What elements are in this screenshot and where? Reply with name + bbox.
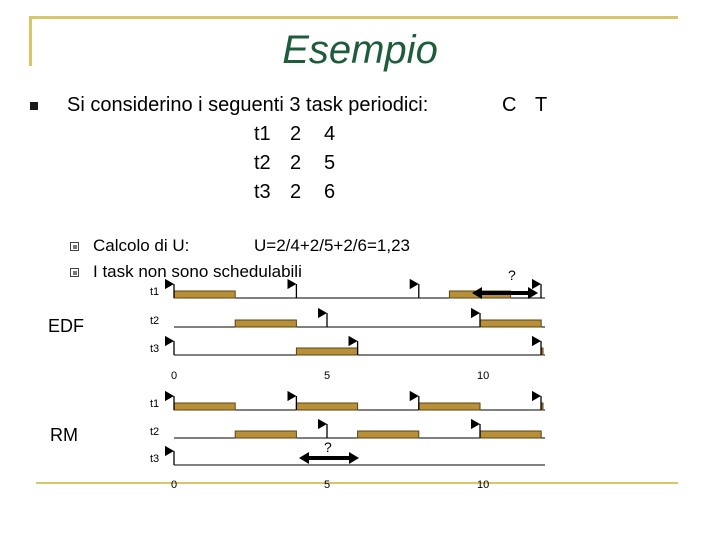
rm-row-label-t3: t3: [150, 453, 160, 465]
rm-job-t1: [296, 403, 357, 410]
task-c: 2: [290, 181, 302, 203]
edf-label: EDF: [48, 316, 84, 336]
edf-job-t1: [174, 291, 235, 298]
edf-row-label-t1: t1: [150, 286, 160, 298]
task-c: 2: [290, 123, 302, 145]
task-name: t3: [254, 181, 271, 203]
edf-tick-label: 0: [171, 370, 178, 382]
rm-row-label-t2: t2: [150, 426, 160, 438]
task-c: 2: [290, 152, 302, 174]
rm-job-t2: [480, 431, 541, 438]
edf-tick-label: 5: [324, 370, 331, 382]
rm-tick-label: 0: [171, 479, 178, 491]
column-header-c: C: [502, 94, 517, 116]
edf-tick-label: 10: [477, 370, 490, 382]
edf-overrun-arrow-right-head: [528, 287, 538, 299]
page-title: Esempio: [282, 28, 438, 72]
rm-overrun-arrow-right-head: [349, 452, 359, 464]
rm-job-t1: [174, 403, 235, 410]
rm-row-label-t1: t1: [150, 398, 160, 410]
edf-question-mark: ?: [508, 267, 516, 283]
column-header-t: T: [535, 94, 548, 116]
edf-row-label-t2: t2: [150, 315, 160, 327]
rm-job-t1: [419, 403, 480, 410]
rm-job-t2: [358, 431, 419, 438]
task-t: 5: [324, 152, 336, 174]
rm-tick-label: 10: [477, 479, 490, 491]
task-t: 6: [324, 181, 336, 203]
edf-job-t3: [296, 348, 357, 355]
rm-job-t2: [235, 431, 296, 438]
intro-text: Si considerino i seguenti 3 task periodici:: [67, 94, 429, 116]
edf-job-t2: [235, 320, 296, 327]
rm-label: RM: [50, 425, 78, 445]
task-name: t2: [254, 152, 271, 174]
bullet-utilization-label: Calcolo di U:: [93, 236, 190, 255]
rm-tick-label: 5: [324, 479, 331, 491]
task-t: 4: [324, 123, 336, 145]
task-name: t1: [254, 123, 271, 145]
rm-overrun-arrow-left-head: [299, 452, 309, 464]
edf-row-label-t3: t3: [150, 343, 160, 355]
bullet-not-schedulable: I task non sono schedulabili: [93, 262, 302, 281]
bullet-utilization-formula: U=2/4+2/5+2/6=1,23: [254, 236, 410, 255]
edf-job-t2: [480, 320, 541, 327]
rm-question-mark: ?: [324, 439, 332, 455]
